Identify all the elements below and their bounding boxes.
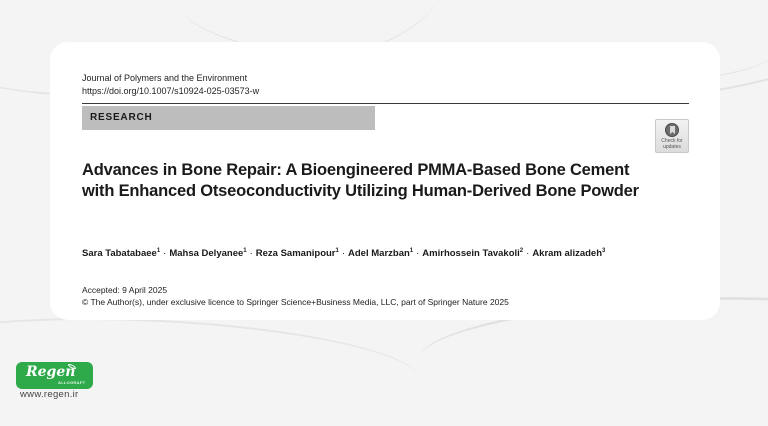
- author-separator: ·: [416, 248, 420, 259]
- header-divider: [82, 103, 689, 104]
- check-for-updates-label: [656, 139, 688, 150]
- author-name[interactable]: Reza Samanipour: [255, 248, 336, 259]
- affiliation-marker: 1: [335, 248, 339, 254]
- affiliation-marker: 3: [602, 248, 606, 254]
- check-for-updates-button[interactable]: [655, 119, 689, 153]
- accepted-date: Accepted: 9 April 2025: [82, 285, 168, 295]
- author-name[interactable]: Akram alizadeh: [532, 248, 603, 259]
- author-separator: ·: [249, 248, 253, 259]
- affiliation-marker: 2: [519, 248, 524, 254]
- author-name[interactable]: Mahsa Delyanee: [169, 248, 244, 259]
- logo-subtitle: ALLOGRAFT: [58, 380, 86, 385]
- check-for-updates-icon: [665, 123, 679, 137]
- author-separator: ·: [341, 248, 346, 259]
- section-banner: [82, 106, 375, 130]
- logo-wordmark: Regen: [26, 364, 76, 380]
- section-label: RESEARCH: [90, 112, 153, 123]
- website-link[interactable]: www.regen.ir: [20, 389, 79, 400]
- regen-logo[interactable]: [16, 362, 93, 389]
- author-list: [82, 248, 605, 259]
- author-separator: ·: [163, 248, 167, 259]
- author-separator: ·: [526, 248, 530, 259]
- doi-link[interactable]: https://doi.org/10.1007/s10924-025-03573-w: [82, 86, 260, 96]
- author-name[interactable]: Adel Marzban: [348, 248, 410, 259]
- badge-line-1: Check for: [661, 138, 683, 144]
- journal-name: Journal of Polymers and the Environment: [82, 73, 248, 83]
- affiliation-marker: 1: [409, 248, 414, 254]
- badge-line-2: updates: [663, 143, 681, 150]
- affiliation-marker: 1: [156, 248, 161, 254]
- affiliation-marker: 1: [243, 248, 247, 254]
- author-name[interactable]: Amirhossein Tavakoli: [422, 248, 520, 259]
- copyright-notice: © The Author(s), under exclusive licence to Springer Science+Business Media, LLC, part of Springer Nature 2025: [82, 297, 509, 307]
- article-title: Advances in Bone Repair: A Bioengineered PMMA-Based Bone Cement with Enhanced Otseoconductivity Utilizing Human-Derived Bone Powder: [82, 161, 639, 200]
- author-name[interactable]: Sara Tabatabaee: [82, 248, 157, 259]
